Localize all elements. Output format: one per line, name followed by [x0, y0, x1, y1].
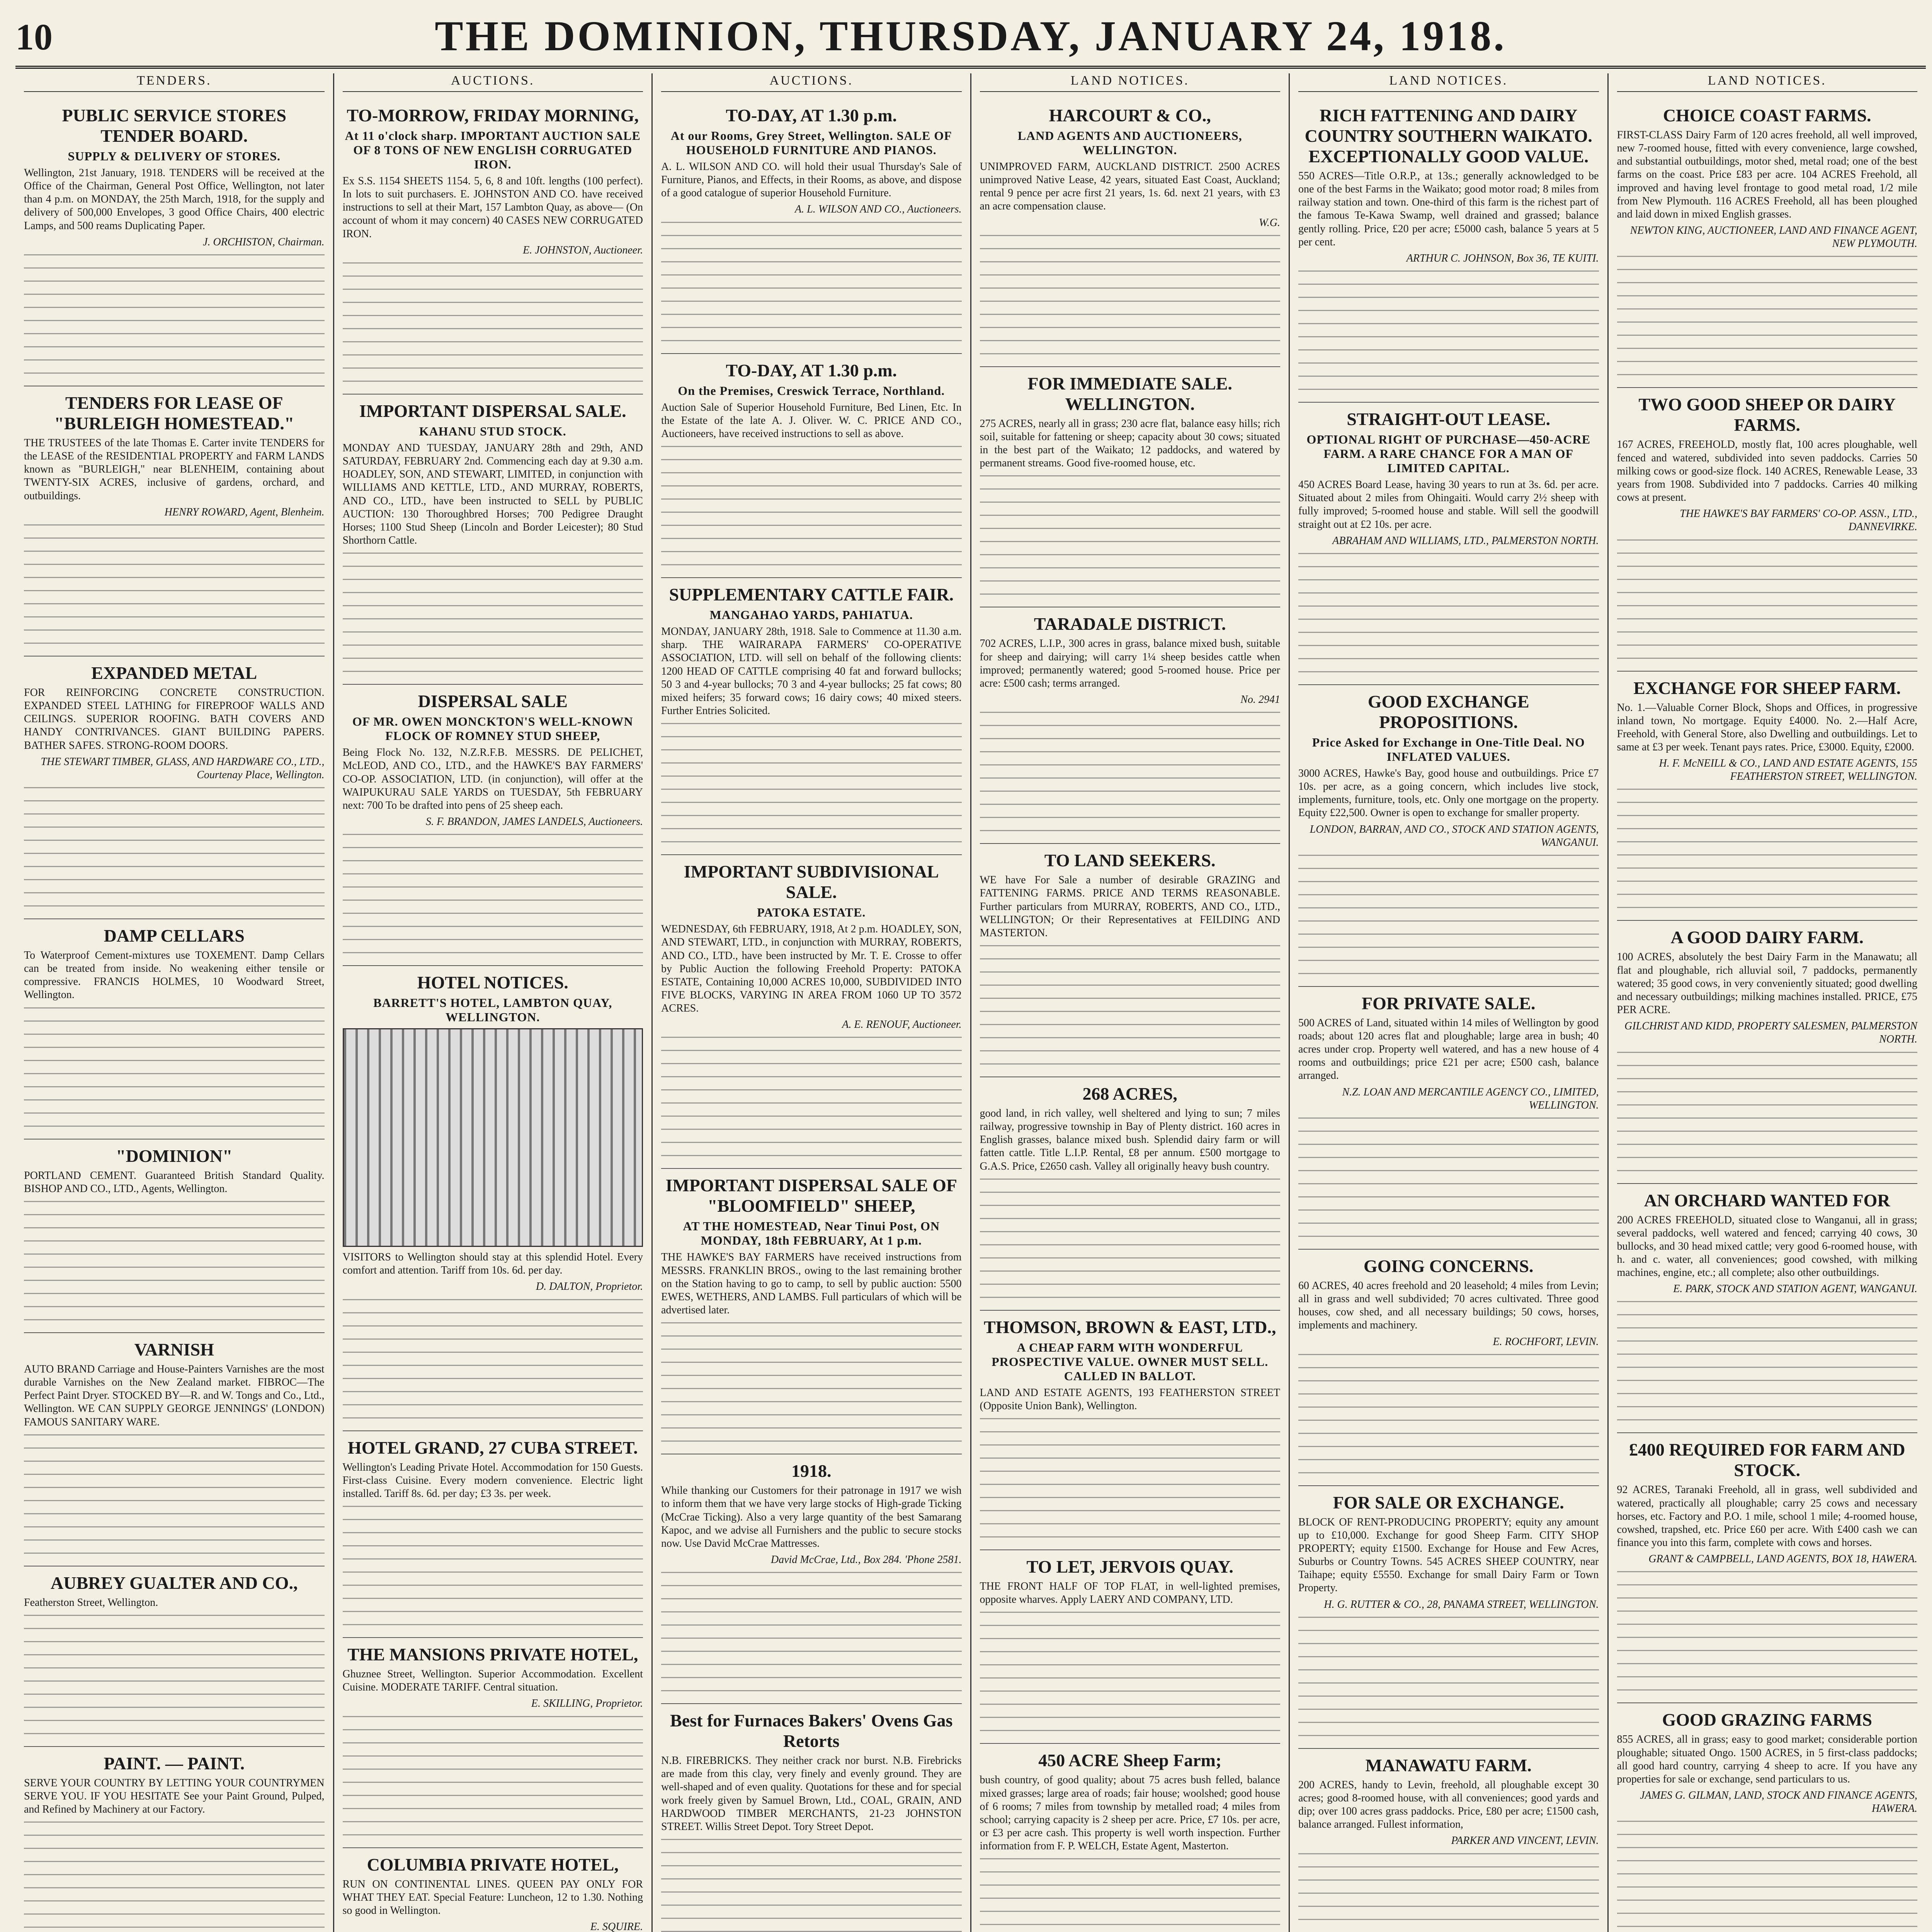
- ad-body: THE FRONT HALF OF TOP FLAT, in well-lighted premises, opposite wharves. Apply LAERY AND COMPANY, LTD.: [980, 1580, 1280, 1606]
- small-print-lines: [661, 222, 962, 345]
- ad-title: £400 REQUIRED FOR FARM AND STOCK.: [1629, 1440, 1905, 1480]
- small-print-lines: [24, 254, 325, 378]
- small-print-lines: [24, 1615, 325, 1738]
- ad-signature: A. L. WILSON AND CO., Auctioneers.: [795, 203, 962, 216]
- ad-subtitle: AT THE HOMESTEAD, Near Tinui Post, ON MONDAY, 18th FEBRUARY, At 1 p.m.: [683, 1219, 940, 1248]
- ad-title: TO LAND SEEKERS.: [1044, 850, 1216, 871]
- small-print-lines: [24, 1821, 325, 1932]
- ad-signature: E. JOHNSTON, Auctioneer.: [523, 244, 643, 256]
- ad-title: IMPORTANT SUBDIVISIONAL SALE.: [684, 862, 939, 902]
- ad-body: WE have For Sale a number of desirable GRAZING and FATTENING FARMS. PRICE AND TERMS REASONABLE. Further particulars from MURRAY, ROBERTS, AND CO., LTD., WELLINGTON; Or their Representatives at FEILDING AND MASTERTON.: [980, 874, 1280, 939]
- column-4: [971, 73, 1290, 1932]
- small-print-lines: [980, 1418, 1281, 1542]
- ad-title: TO-DAY, AT 1.30 p.m.: [726, 360, 897, 380]
- ad-signature: N.Z. LOAN AND MERCANTILE AGENCY CO., LIMITED, WELLINGTON.: [1342, 1086, 1599, 1111]
- ad-body: Being Flock No. 132, N.Z.R.F.B. MESSRS. DE PELICHET, McLEOD, AND CO., LTD., and the HAWKE'S BAY FARMERS' CO-OP. ASSOCIATION, LTD. (in conjunction), will offer at the WAIPUKURAU SALE YARDS on TUESDAY, 5th FEBRUARY next: 700 To be drafted into pens of 25 sheep each.: [342, 747, 643, 811]
- advertisement: [1617, 672, 1918, 921]
- ad-body: LAND AND ESTATE AGENTS, 193 FEATHERSTON STREET (Opposite Union Bank), Wellington.: [980, 1386, 1280, 1412]
- small-print-lines: [661, 1572, 962, 1696]
- small-print-lines: [1617, 256, 1918, 379]
- small-print-lines: [1298, 1617, 1599, 1740]
- advertisement: [980, 1744, 1281, 1932]
- ad-title: 268 ACRES,: [1082, 1083, 1177, 1104]
- advertisement: [661, 1454, 962, 1704]
- ad-title: DISPERSAL SALE: [418, 691, 568, 711]
- ad-title: TARADALE DISTRICT.: [1034, 614, 1226, 634]
- ad-subtitle: OF MR. OWEN MONCKTON'S WELL-KNOWN FLOCK OF ROMNEY STUD SHEEP,: [352, 714, 633, 743]
- advertisement: [661, 578, 962, 855]
- advertisement: [24, 919, 325, 1139]
- advertisement: [1298, 685, 1599, 987]
- ad-signature: GRANT & CAMPBELL, LAND AGENTS, BOX 18, HAWERA.: [1648, 1553, 1917, 1565]
- ad-body: 92 ACRES, Taranaki Freehold, all in grass, well subdivided and watered, practically all ploughable; carry 25 cows and necessary horses, etc. Factory and P.O. 1 mile, school 1 mile; 4-roomed house, cowshed, trapshed, etc. Price £60 per acre. With £400 cash we can finance you into this farm, complete with cows and horses.: [1617, 1484, 1917, 1549]
- ad-signature: H. G. RUTTER & CO., 28, PANAMA STREET, WELLINGTON.: [1324, 1598, 1599, 1611]
- small-print-lines: [24, 1007, 325, 1131]
- ad-title: TWO GOOD SHEEP OR DAIRY FARMS.: [1638, 395, 1896, 435]
- advertisement: [980, 367, 1281, 608]
- ad-body: RUN ON CONTINENTAL LINES. QUEEN PAY ONLY FOR WHAT THEY EAT. Special Feature: Luncheon, 12 to 1.30. Nothing so good in Wellington.: [342, 1878, 643, 1917]
- ad-title: TO LET, JERVOIS QUAY.: [1026, 1557, 1234, 1577]
- ad-title: IMPORTANT DISPERSAL SALE.: [359, 401, 626, 421]
- small-print-lines: [343, 834, 643, 957]
- ad-title: TO-DAY, AT 1.30 p.m.: [726, 105, 897, 125]
- page-number: 10: [15, 16, 53, 58]
- advertisement: [1617, 1433, 1918, 1703]
- advertisement: [1298, 403, 1599, 685]
- ad-subtitle: LAND AGENTS AND AUCTIONEERS, WELLINGTON.: [1017, 129, 1242, 157]
- ad-signature: THE HAWKE'S BAY FARMERS' CO-OP. ASSN., LTD., DANNEVIRKE.: [1680, 508, 1917, 533]
- ad-body: BLOCK OF RENT-PRODUCING PROPERTY; equity any amount up to £10,000. Exchange for good Sheep Farm. CITY SHOP PROPERTY; equity £1500. Exchange for House and Few Acres, Suburbs or Country Towns. 545 ACRES SHEEP COUNTRY, near Taihape; equity £5550. Exchange for small Dairy Farm or Town Property.: [1298, 1516, 1599, 1594]
- ad-body: 200 ACRES, handy to Levin, freehold, all ploughable except 30 acres; good 8-roomed house, with all conveniences; good yards and dip; over 100 acres grass paddocks. Price, £80 per acre; £1500 cash, balance arranged. Fullest information,: [1298, 1779, 1599, 1831]
- ad-signature: W.G.: [1259, 216, 1280, 229]
- small-print-lines: [24, 1201, 325, 1325]
- column-heading: LAND NOTICES.: [1617, 73, 1918, 92]
- ad-signature: J. ORCHISTON, Chairman.: [202, 236, 325, 248]
- advertisement: [980, 99, 1281, 367]
- ad-body: MONDAY, JANUARY 28th, 1918. Sale to Commence at 11.30 a.m. sharp. THE WAIRARAPA FARMERS' CO-OPERATIVE ASSOCIATION, LTD. will sell on behalf of the following clients: 1200 HEAD OF CATTLE comprising 40 fat and forward bullocks; 50 3 and 4-year bullocks; 70 3 and 4-year bullocks; 25 fat cows; 80 mixed heifers; 35 forward cows; 16 dairy cows; 40 mixed steers. Further Entries Solicited.: [661, 626, 962, 717]
- ad-body: 275 ACRES, nearly all in grass; 230 acre flat, balance easy hills; rich soil, suitable for fattening or sheep; capacity about 30 cows; situated in the best part of the Waikato; 12 paddocks, and watered by permanent streams. Good five-roomed house, etc.: [980, 417, 1280, 469]
- small-print-lines: [1298, 855, 1599, 978]
- ad-signature: David McCrae, Ltd., Box 284. 'Phone 2581.: [770, 1554, 962, 1566]
- ad-body: UNIMPROVED FARM, AUCKLAND DISTRICT. 2500 ACRES unimproved Native Lease, 42 years, situated East Coast, Auckland; rental 9 pence per acre first 21 years, 1s. 6d. next 21 years, with £3 an acre compensation clause.: [980, 161, 1280, 213]
- ad-title: SUPPLEMENTARY CATTLE FAIR.: [669, 585, 954, 605]
- ad-body: PORTLAND CEMENT. Guaranteed British Standard Quality. BISHOP AND CO., LTD., Agents, Wellington.: [24, 1169, 325, 1195]
- column-heading: AUCTIONS.: [661, 73, 962, 92]
- advertisement: [661, 354, 962, 578]
- ad-signature: PARKER AND VINCENT, LEVIN.: [1451, 1835, 1599, 1847]
- small-print-lines: [24, 1434, 325, 1558]
- small-print-lines: [1617, 789, 1918, 912]
- ad-body: Ex S.S. 1154 SHEETS 1154. 5, 6, 8 and 10ft. lengths (100 perfect). In lots to suit purchasers. E. JOHNSTON AND CO. have received instructions to sell at their Mart, 157 Lambton Quay, as above— (On account of whom it may concern) 40 CASES NEW CORRUGATED IRON.: [342, 175, 643, 240]
- ad-body: Wellington, 21st January, 1918. TENDERS will be received at the Office of the Chairman, General Post Office, Wellington, not later than 4 p.m. on MONDAY, the 25th March, 1918, for the supply and delivery of 500,000 Envelopes, 3 good Office Chairs, 400 electric Lamps, and 500 reams Duplicating Paper.: [24, 167, 325, 232]
- small-print-lines: [661, 1322, 962, 1446]
- ad-title: TENDERS FOR LEASE OF "BURLEIGH HOMESTEAD.": [54, 393, 294, 433]
- ad-title: RICH FATTENING AND DAIRY COUNTRY SOUTHERN WAIKATO. EXCEPTIONALLY GOOD VALUE.: [1304, 105, 1592, 166]
- ad-title: GOING CONCERNS.: [1363, 1256, 1534, 1276]
- ad-body: No. 1.—Valuable Corner Block, Shops and Offices, in progressive inland town, No mortgage. Equity £4000. No. 2.—Half Acre, Freehold, with General Store, also Dwelling and outbuildings. Let to same at £3 per week. Tenant pays rates. Price, £3000. Equity, £2000.: [1617, 701, 1917, 753]
- ad-signature: E. SKILLING, Proprietor.: [531, 1697, 643, 1710]
- ad-body: Ghuznee Street, Wellington. Superior Accommodation. Excellent Cuisine. MODERATE TARIFF. Central situation.: [342, 1668, 643, 1694]
- ad-title: VARNISH: [134, 1339, 214, 1359]
- small-print-lines: [24, 524, 325, 648]
- small-print-lines: [980, 475, 1281, 599]
- small-print-lines: [1617, 539, 1918, 663]
- ad-body: A. L. WILSON AND CO. will hold their usual Thursday's Sale of Furniture, Pianos, and Effects, in their Rooms, as above, and dispose of a good catalogue of superior Household Furniture.: [661, 161, 962, 199]
- ad-body: 200 ACRES FREEHOLD, situated close to Wanganui, all in grass; several paddocks, well watered and fenced; carrying 40 cows, 30 bullocks, and 30 head mixed cattle; very good 6-roomed house, with h. and c. water, all conveniences; good cowshed, with milking machines, engine, etc.; all complete; also other outbuildings.: [1617, 1214, 1917, 1279]
- ad-title: 1918.: [791, 1461, 832, 1481]
- masthead: [15, 8, 1926, 69]
- advertisement: [661, 855, 962, 1169]
- small-print-lines: [343, 262, 643, 386]
- ad-title: CHOICE COAST FARMS.: [1663, 105, 1871, 125]
- advertisement: [980, 1311, 1281, 1550]
- ad-body: WEDNESDAY, 6th FEBRUARY, 1918, At 2 p.m. HOADLEY, SON, AND STEWART, LTD., in conjunction with MURRAY, ROBERTS, AND CO., LTD., have been instructed by Mr. T. E. Crosse to offer by Public Auction the following Freehold Property: PATOKA ESTATE, Containing 10,000 ACRES 10,000, SUBDIVIDED INTO FIVE BLOCKS, VARYING IN AREA FROM 1060 UP TO 3572 ACRES.: [661, 923, 962, 1015]
- ad-body: 550 ACRES—Title O.R.P., at 13s.; generally acknowledged to be one of the best Farms in the Waikato; good motor road; 8 miles from railway station and town. One-third of this farm is the richest part of the famous Te-Kawa Swamp, well drained and grassed; balance gently rolling. Price, £20 per acre; £5000 cash, balance 5 years at 5 per cent.: [1298, 170, 1599, 248]
- ad-signature: E. PARK, STOCK AND STATION AGENT, WANGANUI.: [1673, 1283, 1917, 1295]
- ad-body: 855 ACRES, all in grass; easy to good market; considerable portion ploughable; situated Ongo. 1500 ACRES, in 5 first-class paddocks; all good hard country, carrying 4 sheep to acre. If you have any properties for sale or exchange, send particulars to us.: [1617, 1733, 1917, 1785]
- advertisement: [343, 99, 643, 395]
- advertisement: [1617, 388, 1918, 671]
- ad-body: To Waterproof Cement-mixtures use TOXEMENT. Damp Cellars can be treated from inside. No weakening either tensile or compressive. FRANCIS HOLMES, 10 Woodward Street, Wellington.: [24, 949, 325, 1001]
- ad-body: MONDAY AND TUESDAY, JANUARY 28th and 29th, AND SATURDAY, FEBRUARY 2nd. Commencing each day at 9.30 a.m. HOADLEY, SON, AND STEWART, LIMITED, in conjunction with WILLIAMS AND KETTLE, LTD., AND MURRAY, ROBERTS, AND CO., LTD., have been instructed to SELL by PUBLIC AUCTION: 130 Thoroughbred Horses; 700 Pedigree Draught Horses; 1100 Stud Sheep (Lincoln and Border Leicester); 80 Stud Shorthorn Cattle.: [342, 442, 643, 547]
- small-print-lines: [343, 1299, 643, 1423]
- small-print-lines: [1298, 1354, 1599, 1478]
- advertisement: [24, 386, 325, 656]
- ad-body: 3000 ACRES, Hawke's Bay, good house and outbuildings. Price £7 10s. per acre, as a going concern, which includes live stock, implements, furniture, tools, etc. Only one mortgage on the property. Equity £22,500. Owner is open to exchange for smaller property.: [1298, 767, 1599, 819]
- hotel-illustration: [343, 1028, 643, 1247]
- ad-subtitle: A CHEAP FARM WITH WONDERFUL PROSPECTIVE VALUE. OWNER MUST SELL. CALLED IN BALLOT.: [992, 1340, 1269, 1383]
- advertisement: [1617, 99, 1918, 388]
- ad-title: GOOD EXCHANGE PROPOSITIONS.: [1367, 691, 1529, 732]
- ad-title: TO-MORROW, FRIDAY MORNING,: [347, 105, 639, 125]
- column-3: [653, 73, 971, 1932]
- ad-body: SERVE YOUR COUNTRY BY LETTING YOUR COUNTRYMEN SERVE YOU. IF YOU HESITATE See your Paint Ground, Pulped, and Refined by Machinery at our Factory.: [24, 1777, 325, 1816]
- ad-signature: THE STEWART TIMBER, GLASS, AND HARDWARE CO., LTD., Courtenay Place, Wellington.: [41, 755, 325, 781]
- small-print-lines: [661, 1037, 962, 1160]
- advertisement: [1298, 1250, 1599, 1486]
- small-print-lines: [980, 1858, 1281, 1932]
- ad-signature: A. E. RENOUF, Auctioneer.: [842, 1019, 962, 1031]
- ad-body: 702 ACRES, L.I.P., 300 acres in grass, balance mixed bush, suitable for sheep and dairying; will carry 1¼ sheep besides cattle when improved; permanently watered; good 5-roomed house. Price per acre: £500 cash; terms arranged.: [980, 638, 1280, 689]
- small-print-lines: [980, 1612, 1281, 1735]
- ad-body: good land, in rich valley, well sheltered and lying to sun; 7 miles railway, progressive township in Bay of Plenty district. 160 acres in English grasses, balance mixed bush. Splendid dairy farm or will fatten cattle. Title L.I.P. Rental, £8 per annum. £500 mortgage to G.A.S. Price, £2650 cash. Valley all originally heavy bush country.: [980, 1107, 1280, 1172]
- ad-body: AUTO BRAND Carriage and House-Painters Varnishes are the most durable Varnishes on the New Zealand market. FIBROC—The Perfect Paint Dryer. STOCKED BY—R. and W. Tongs and Co., Ltd., Wellington. WE CAN SUPPLY GEORGE JENNINGS' (LONDON) FAMOUS SANITARY WARE.: [24, 1363, 325, 1428]
- ad-subtitle: MANGAHAO YARDS, PAHIATUA.: [709, 608, 913, 622]
- newspaper-title: THE DOMINION, THURSDAY, JANUARY 24, 1918.: [435, 12, 1507, 60]
- small-print-lines: [1298, 553, 1599, 677]
- advertisement: [343, 1638, 643, 1848]
- ad-subtitle: SUPPLY & DELIVERY OF STORES.: [68, 149, 281, 163]
- ad-signature: NEWTON KING, AUCTIONEER, LAND AND FINANCE AGENT, NEW PLYMOUTH.: [1630, 224, 1917, 250]
- small-print-lines: [1298, 1853, 1599, 1932]
- advertisement: [1617, 1184, 1918, 1434]
- small-print-lines: [24, 787, 325, 911]
- ad-title: FOR PRIVATE SALE.: [1362, 993, 1536, 1013]
- small-print-lines: [1298, 270, 1599, 394]
- column-heading: TENDERS.: [24, 73, 325, 92]
- ad-body: Featherston Street, Wellington.: [24, 1596, 158, 1609]
- ad-signature: ARTHUR C. JOHNSON, Box 36, TE KUITI.: [1406, 252, 1599, 264]
- advertisement: [980, 1550, 1281, 1744]
- ad-signature: E. SQUIRE.: [590, 1921, 643, 1932]
- advertisement: [343, 966, 643, 1431]
- ad-subtitle: PATOKA ESTATE.: [757, 905, 866, 920]
- ad-signature: GILCHRIST AND KIDD, PROPERTY SALESMEN, PALMERSTON NORTH.: [1624, 1020, 1917, 1046]
- advertisement: [24, 656, 325, 919]
- small-print-lines: [661, 446, 962, 570]
- small-print-lines: [980, 945, 1281, 1069]
- small-print-lines: [661, 723, 962, 847]
- ad-title: MANAWATU FARM.: [1365, 1755, 1532, 1775]
- column-6: [1609, 73, 1926, 1932]
- columns: [15, 73, 1926, 1932]
- ad-signature: No. 2941: [1240, 694, 1280, 706]
- ad-title: COLUMBIA PRIVATE HOTEL,: [367, 1854, 619, 1874]
- ad-signature: H. F. McNEILL & CO., LAND AND ESTATE AGENTS, 155 FEATHERSTON STREET, WELLINGTON.: [1659, 757, 1917, 783]
- ad-body: 450 ACRES Board Lease, having 30 years to run at 3s. 6d. per acre. Situated about 2 miles from Ohingaiti. Would carry 2½ sheep with fully improved; 5-roomed house and stable. Will sell the goodwill straight out at £2 10s. per acre.: [1298, 479, 1599, 531]
- ad-signature: JAMES G. GILMAN, LAND, STOCK AND FINANCE AGENTS, HAWERA.: [1640, 1789, 1917, 1815]
- ad-body: FIRST-CLASS Dairy Farm of 120 acres freehold, all well improved, new 7-roomed house, fitted with every convenience, large cowshed, and substantial outbuildings, motor shed, metal road; one of the best farms on the coast. Price £83 per acre. 104 ACRES Freehold, all improved and having level frontage to good metal road, 1/2 mile from New Plymouth. 116 ACRES Freehold, all has been ploughed and laid down in mixed English grasses.: [1617, 129, 1917, 220]
- ad-title: "DOMINION": [116, 1146, 233, 1166]
- advertisement: [661, 1704, 962, 1932]
- advertisement: [24, 1139, 325, 1333]
- ad-subtitle: At our Rooms, Grey Street, Wellington. SALE OF HOUSEHOLD FURNITURE AND PIANOS.: [670, 129, 952, 157]
- ad-body: N.B. FIREBRICKS. They neither crack nor burst. N.B. Firebricks are made from this clay, very finely and evenly ground. They are well-shaped and of even quality. Quotations for these and for special work freely given by Samuel Brown, Ltd., COAL, GRAIN, AND HARDWOOD TIMBER MERCHANTS, 21-23 JOHNSTON STREET. Willis Street Depot. Tory Street Depot.: [661, 1755, 962, 1833]
- ad-title: DAMP CELLARS: [104, 925, 245, 946]
- small-print-lines: [343, 1716, 643, 1840]
- advertisement: [343, 395, 643, 685]
- ad-title: IMPORTANT DISPERSAL SALE OF "BLOOMFIELD" SHEEP,: [665, 1175, 957, 1216]
- advertisement: [661, 99, 962, 354]
- small-print-lines: [1617, 1821, 1918, 1932]
- ad-body: 100 ACRES, absolutely the best Dairy Farm in the Manawatu; all flat and ploughable, rich alluvial soil, 7 paddocks, permanently watered; 35 good cows, in very conveniently situated; good dwelling and necessary outbuildings; milking machines installed. PRICE, £75 PER ACRE.: [1617, 951, 1917, 1016]
- ad-subtitle: BARRETT'S HOTEL, LAMBTON QUAY, WELLINGTON.: [373, 996, 612, 1024]
- ad-body: FOR REINFORCING CONCRETE CONSTRUCTION. EXPANDED STEEL LATHING for FIREPROOF WALLS AND CEILINGS. SUPERIOR ROOFING. BATH COVERS AND HANDY CONTRIVANCES. GIANT BUILDING PAPERS. BATHER SAFES. STRONG-ROOM DOORS.: [24, 686, 325, 752]
- advertisement: [980, 607, 1281, 844]
- ad-signature: E. ROCHFORT, LEVIN.: [1493, 1335, 1599, 1348]
- advertisement: [980, 1077, 1281, 1311]
- small-print-lines: [980, 712, 1281, 835]
- ad-signature: HENRY ROWARD, Agent, Blenheim.: [164, 506, 325, 518]
- small-print-lines: [980, 235, 1281, 359]
- ad-title: AUBREY GUALTER AND CO.,: [51, 1573, 298, 1593]
- advertisement: [980, 844, 1281, 1077]
- ad-body: 500 ACRES of Land, situated within 14 miles of Wellington by good roads; about 120 acres flat and ploughable; large area in bush; 40 acres under crop. Property well watered, and has a new house of 4 rooms and outbuildings; price £21 per acre; £500 cash, balance arranged.: [1298, 1017, 1599, 1082]
- ad-body: bush country, of good quality; about 75 acres bush felled, balance mixed grasses; large area of roads; fair house; woolshed; good house of 6 rooms; 7 miles from township by metalled road; 4 miles from school; carrying capacity is 2 sheep per acre. Price, £7 10s. per acre, or £3 per acre cash. This property is well worth inspection. Further information from F. P. WELCH, Estate Agent, Masterton.: [980, 1774, 1280, 1852]
- small-print-lines: [343, 553, 643, 676]
- ad-title: EXPANDED METAL: [91, 663, 257, 683]
- ad-body: 167 ACRES, FREEHOLD, mostly flat, 100 acres ploughable, well fenced and watered, subdivided into seven paddocks. Carries 50 milking cows or good-size flock. 140 ACRES, Renewable Lease, 33 years from 1908. Subdivided into 7 paddocks. Carries 40 milking cows at present.: [1617, 439, 1917, 504]
- advertisement: [1298, 987, 1599, 1250]
- advertisement: [343, 1431, 643, 1638]
- advertisement: [661, 1169, 962, 1454]
- ad-body: 60 ACRES, 40 acres freehold and 20 leasehold; 4 miles from Levin; all in grass and well subdivided; 70 acres cultivated. Three good houses, cow shed, and all necessary buildings; 50 cows, horses, implements and machinery.: [1298, 1279, 1599, 1332]
- ad-body: THE HAWKE'S BAY FARMERS have received instructions from MESSRS. FRANKLIN BROS., owing to the last remaining brother on the Station having to go to camp, to sell by public auction: 5500 EWES, WETHERS, AND LAMBS. Full particulars of which will be advertised later.: [661, 1251, 962, 1316]
- advertisement: [1617, 1703, 1918, 1932]
- small-print-lines: [980, 1179, 1281, 1302]
- small-print-lines: [1617, 1571, 1918, 1695]
- small-print-lines: [343, 1506, 643, 1629]
- ad-signature: S. F. BRANDON, JAMES LANDELS, Auctioneers.: [425, 815, 643, 828]
- ad-title: STRAIGHT-OUT LEASE.: [1347, 409, 1551, 429]
- column-5: [1290, 73, 1609, 1932]
- small-print-lines: [1617, 1301, 1918, 1425]
- ad-title: EXCHANGE FOR SHEEP FARM.: [1633, 678, 1901, 698]
- column-2: [334, 73, 653, 1932]
- ad-title: PUBLIC SERVICE STORES TENDER BOARD.: [62, 105, 286, 146]
- ad-title: THE MANSIONS PRIVATE HOTEL,: [347, 1645, 638, 1665]
- advertisement: [343, 685, 643, 966]
- column-heading: AUCTIONS.: [343, 73, 643, 92]
- ad-title: HARCOURT & CO.,: [1049, 105, 1211, 125]
- ad-title: AN ORCHARD WANTED FOR: [1644, 1190, 1890, 1210]
- ad-body: While thanking our Customers for their patronage in 1917 we wish to inform them that we have very large stocks of High-grade Ticking (McCrae Ticking). Also a very large quantity of the best Samarang Kapoc, and we advise all Furnishers and the public to secure stocks now. Use David McCrae Mattresses.: [661, 1485, 962, 1549]
- advertisement: [1298, 1486, 1599, 1749]
- advertisement: [24, 1566, 325, 1747]
- ad-subtitle: Price Asked for Exchange in One-Title Deal. NO INFLATED VALUES.: [1312, 735, 1585, 764]
- ad-body: VISITORS to Wellington should stay at this splendid Hotel. Every comfort and attention. Tariff from 10s. 6d. per day.: [342, 1251, 643, 1277]
- ad-body: THE TRUSTEES of the late Thomas E. Carter invite TENDERS for the LEASE of the RESIDENTIAL PROPERTY and FARM LANDS known as "BURLEIGH," near BLENHEIM, containing about TWENTY-SIX ACRES, inclusive of gardens, orchard, and outbuildings.: [24, 437, 325, 502]
- ad-title: A GOOD DAIRY FARM.: [1670, 927, 1864, 947]
- advertisement: [1298, 99, 1599, 403]
- ad-signature: ABRAHAM AND WILLIAMS, LTD., PALMERSTON NORTH.: [1332, 534, 1599, 547]
- small-print-lines: [1298, 1117, 1599, 1241]
- ad-subtitle: KAHANU STUD STOCK.: [419, 424, 566, 438]
- advertisement: [24, 1747, 325, 1932]
- ad-title: FOR IMMEDIATE SALE. WELLINGTON.: [1027, 373, 1232, 414]
- ad-title: PAINT. — PAINT.: [104, 1753, 245, 1773]
- column-1: [15, 73, 334, 1932]
- advertisement: [1298, 1749, 1599, 1932]
- ad-title: Best for Furnaces Bakers' Ovens Gas Retorts: [670, 1711, 953, 1751]
- ad-subtitle: At 11 o'clock sharp. IMPORTANT AUCTION SALE OF 8 TONS OF NEW ENGLISH CORRUGATED IRON.: [345, 129, 641, 171]
- column-heading: LAND NOTICES.: [1298, 73, 1599, 92]
- ad-title: FOR SALE OR EXCHANGE.: [1333, 1492, 1564, 1512]
- ad-title: THOMSON, BROWN & EAST, LTD.,: [983, 1317, 1276, 1337]
- ad-subtitle: On the Premises, Creswick Terrace, Northland.: [678, 383, 945, 398]
- ad-title: GOOD GRAZING FARMS: [1662, 1710, 1872, 1730]
- ad-title: HOTEL NOTICES.: [417, 973, 568, 993]
- ad-body: Auction Sale of Superior Household Furniture, Bed Linen, Etc. In the Estate of the late A. J. Oliver. W. C. PRICE AND CO., Auctioneers, have received instructions to sell as above.: [661, 401, 962, 440]
- advertisement: [24, 1333, 325, 1566]
- ad-title: HOTEL GRAND, 27 CUBA STREET.: [347, 1437, 638, 1458]
- ad-subtitle: OPTIONAL RIGHT OF PURCHASE—450-ACRE FARM. A RARE CHANCE FOR A MAN OF LIMITED CAPITAL.: [1306, 432, 1591, 475]
- ad-title: 450 ACRE Sheep Farm;: [1038, 1750, 1222, 1770]
- ad-signature: D. DALTON, Proprietor.: [536, 1281, 643, 1293]
- advertisement: [1617, 921, 1918, 1184]
- advertisement: [24, 99, 325, 386]
- advertisement: [343, 1848, 643, 1932]
- column-heading: LAND NOTICES.: [980, 73, 1281, 92]
- small-print-lines: [1617, 1052, 1918, 1175]
- small-print-lines: [661, 1839, 962, 1932]
- ad-body: Wellington's Leading Private Hotel. Accommodation for 150 Guests. First-class Cuisine. Every modern convenience. Electric light installed. Tariff 8s. 6d. per day; £3 3s. per week.: [342, 1461, 643, 1500]
- ad-signature: LONDON, BARRAN, AND CO., STOCK AND STATION AGENTS, WANGANUI.: [1310, 823, 1599, 849]
